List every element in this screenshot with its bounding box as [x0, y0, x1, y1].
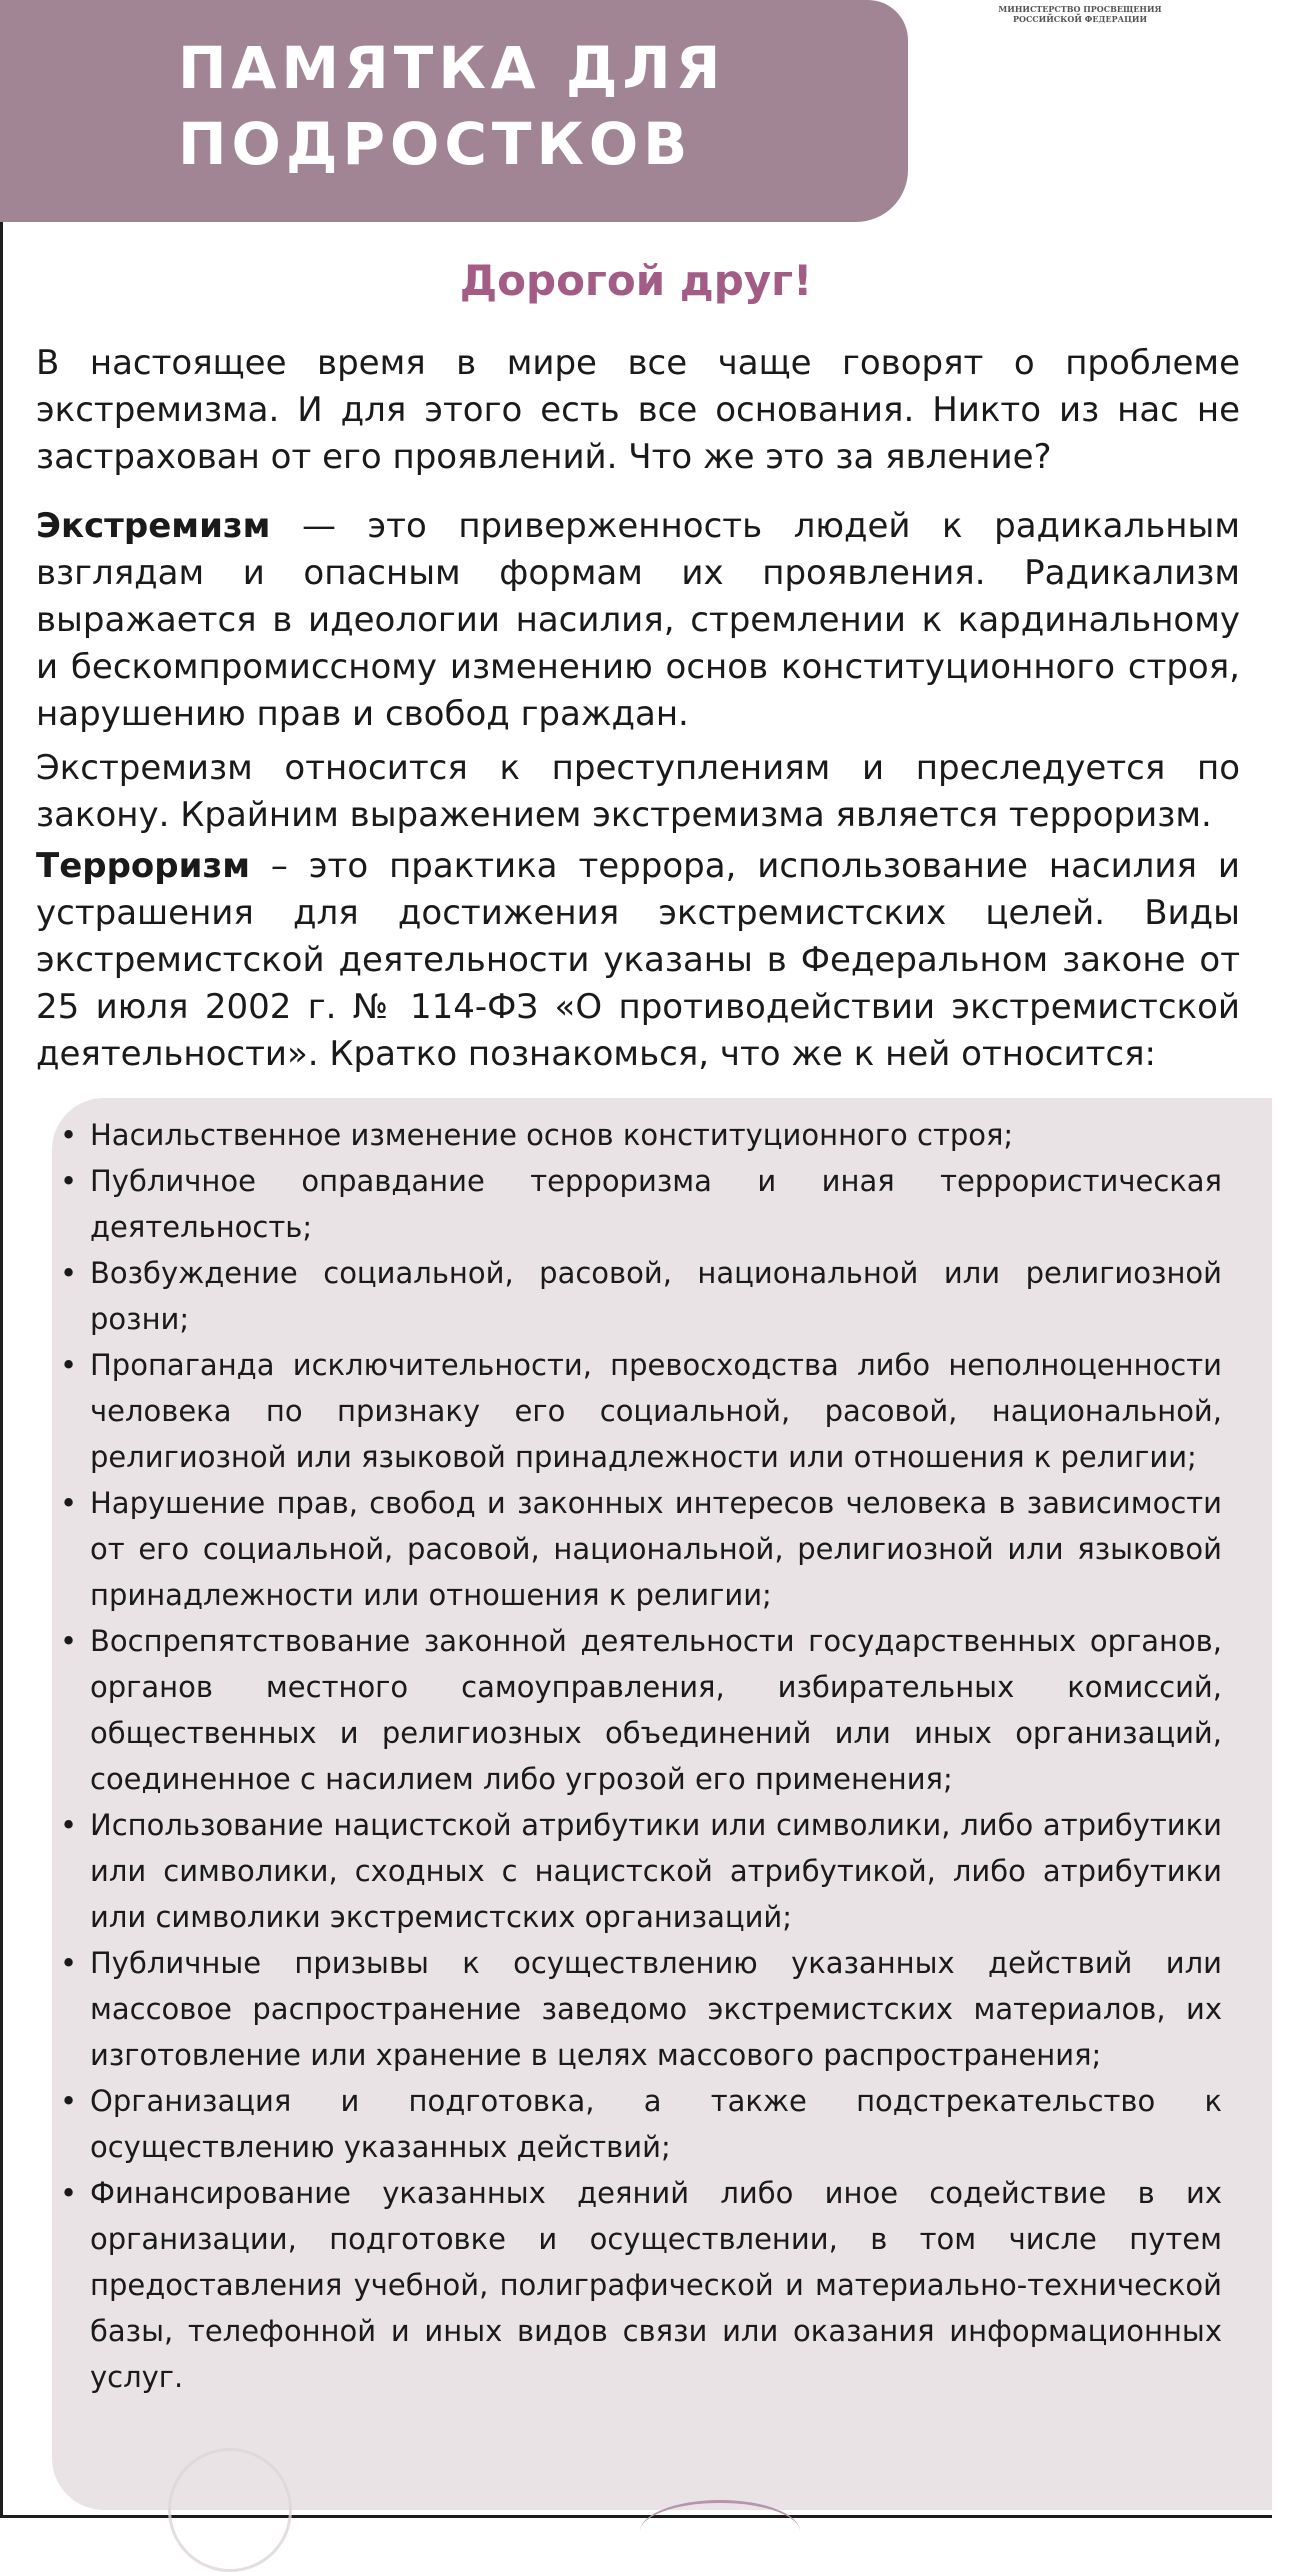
extremism-paragraph — [36, 503, 1240, 738]
memo-title-line1: ПАМЯТКА ДЛЯ — [178, 34, 726, 102]
list-item: • Возбуждение социальной, расовой, национальной или религиозной розни; — [52, 1250, 1222, 1342]
ministry-label-line1: МИНИСТЕРСТВО ПРОСВЕЩЕНИЯ — [998, 4, 1162, 14]
crime-paragraph: Экстремизм относится к преступлениям и преследуется по закону. Крайним выражением экстремизма является терроризм. — [36, 748, 1240, 835]
decorative-circle — [168, 2448, 292, 2572]
memo-title — [178, 30, 725, 182]
list-item: • Публичное оправдание терроризма и иная террористическая деятельность; — [52, 1158, 1222, 1250]
extremism-definition: — это приверженность людей к радикальным взглядам и опасным формам их проявления. Радикализм выражается в идеологии насилия, стремлении к кардинальному и бескомпромиссному изменению основ конституционного строя, нарушению прав и свобод граждан. — [36, 506, 1240, 734]
terrorism-term: Терроризм — [36, 846, 250, 886]
list-item: • Организация и подготовка, а также подстрекательство к осуществлению указанных действий; — [52, 2078, 1222, 2170]
list-item: • Публичные призывы к осуществлению указанных действий или массовое распространение заведомо экстремистских материалов, их изготовление или хранение в целях массового распространения; — [52, 1940, 1222, 2078]
header-banner — [0, 0, 908, 222]
list-item: • Воспрепятствование законной деятельности государственных органов, органов местного самоуправления, избирательных комиссий, общественных и религиозных объединений или иных организаций, соединенное с насилием либо угрозой его применения; — [52, 1618, 1222, 1802]
list-item: • Насильственное изменение основ конституционного строя; — [52, 1112, 1222, 1158]
terrorism-paragraph — [36, 843, 1240, 1078]
list-item: • Использование нацистской атрибутики или символики, либо атрибутики или символики, сходных с нацистской атрибутикой, либо атрибутики или символики экстремистских организаций; — [52, 1802, 1222, 1940]
extremist-activities-list — [52, 1112, 1222, 2400]
intro-paragraph: В настоящее время в мире все чаще говорят о проблеме экстремизма. И для этого есть все основания. Никто из нас не застрахован от его проявлений. Что же это за явление? — [36, 343, 1240, 477]
memo-title-line2: ПОДРОСТКОВ — [178, 110, 693, 178]
extremism-term: Экстремизм — [36, 506, 271, 546]
ministry-label — [930, 4, 1230, 24]
list-item: • Финансирование указанных деяний либо иное содействие в их организации, подготовке и осуществлении, в том числе путем предоставления учебной, полиграфической и материально-технической базы, телефонной и иных видов связи или оказания информационных услуг. — [52, 2170, 1222, 2400]
list-item: • Пропаганда исключительности, превосходства либо неполноценности человека по признаку его социальной, расовой, национальной, религиозной или языковой принадлежности или отношения к религии; — [52, 1342, 1222, 1480]
ministry-label-line2: РОССИЙСКОЙ ФЕДЕРАЦИИ — [1012, 14, 1148, 24]
list-item: • Нарушение прав, свобод и законных интересов человека в зависимости от его социальной, расовой, национальной, религиозной или языковой принадлежности или отношения к религии; — [52, 1480, 1222, 1618]
terrorism-definition: – это практика террора, использование насилия и устрашения для достижения экстремистских целей. Виды экстремистской деятельности указаны в Федеральном законе от 25 июля 2002 г. № 114-ФЗ «О противодействии экстремистской деятельности». Кратко познакомься, что же к ней относится: — [36, 846, 1240, 1074]
greeting-heading: Дорогой друг! — [459, 256, 813, 305]
decorative-curve — [640, 2500, 800, 2563]
